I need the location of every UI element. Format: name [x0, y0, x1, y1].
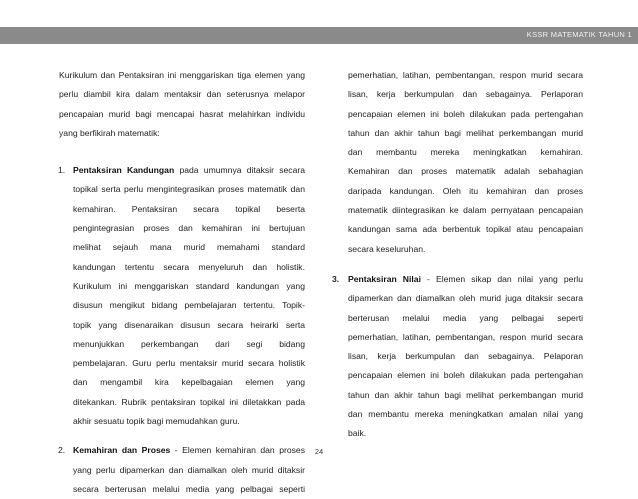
text-line: dan membantu mereka meningkatkan amalan nilai yang	[348, 409, 583, 420]
list-item-1	[59, 161, 305, 431]
text-line: yang perlu dipamerkan dan diamalkan oleh murid ditaksir	[73, 464, 305, 475]
text-line: topik yang disenaraikan disusun secara heirarki serta	[73, 319, 305, 330]
list-number: 3.	[332, 273, 340, 284]
text-fragment: pada umumnya ditaksir secara	[174, 165, 305, 176]
text-line: tahun dan akhir tahun bagi melihat perkembangan murid	[348, 389, 583, 400]
text-line: daripada kandungan. Oleh itu kemahiran dan proses	[348, 185, 583, 196]
text-line: dan membantu mereka meningkatkan kemahiran.	[348, 147, 583, 158]
text-fragment: - Elemen sikap dan nilai yang perlu	[420, 273, 583, 284]
text-line: perlu diambil kira dalam mentaksir dan seterusnya melapor	[59, 89, 305, 100]
text-line: menunjukkan perkembangan dari segi bidang	[73, 338, 305, 349]
list-item-3	[333, 270, 583, 444]
left-column	[59, 66, 305, 499]
header-title: KSSR MATEMATIK TAHUN 1	[526, 30, 632, 39]
text-line: pencapaian elemen ini boleh dilakukan pada pertengahan	[348, 370, 583, 381]
text-line: pengintegrasian proses dan kemahiran ini bertujuan	[73, 223, 305, 234]
continuation-paragraph	[348, 66, 583, 259]
text-fragment: - Elemen kemahiran dan proses	[170, 445, 305, 456]
text-line: pencapaian murid bagi mencapai hasrat melahirkan individu	[59, 108, 305, 119]
text-line: Kurikulum ini menggariskan standard kandungan yang	[73, 280, 305, 291]
item-title: Kemahiran dan Proses	[73, 445, 171, 456]
text-line: secara keseluruhan.	[348, 243, 426, 254]
text-line: tahun dan akhir tahun bagi melihat perkembangan murid	[348, 127, 583, 138]
text-line: lisan, kerja berkumpulan dan sebagainya. Pelaporan	[348, 351, 583, 362]
list-number: 2.	[58, 445, 66, 456]
text-line: dipamerkan dan diamalkan oleh murid juga ditaksir secara	[348, 293, 583, 304]
intro-paragraph	[59, 66, 305, 143]
text-line: yang berfikirah matematik:	[59, 127, 160, 138]
text-line: matematik diintegrasikan ke dalam pernyataan pencapaian	[348, 205, 583, 216]
text-line: secara berterusan melalui media yang pelbagai seperti	[73, 483, 305, 494]
item-title: Pentaksiran Kandungan	[73, 165, 175, 176]
text-line: baik.	[348, 428, 367, 439]
page-number: 24	[314, 447, 324, 456]
text-line: lisan, kerja berkumpulan dan sebagainya. Perlaporan	[348, 89, 583, 100]
text-line	[73, 161, 305, 180]
text-line	[348, 270, 583, 289]
right-column	[333, 66, 583, 444]
text-line: Kurikulum dan Pentaksiran ini menggariskan tiga elemen yang	[59, 70, 305, 80]
text-line: disusun mengikut bidang pembelajaran tertentu. Topik-	[73, 300, 305, 311]
text-line: pemerhatian, latihan, pembentangan, respon murid secara	[348, 331, 583, 342]
text-line: melihat sejauh mana murid memahami standard	[73, 242, 305, 253]
text-line: dan mengambil kira kepelbagaian elemen yang	[73, 377, 305, 388]
text-line: berterusan melalui media yang pelbagai seperti	[348, 312, 583, 323]
header-bar	[0, 27, 638, 44]
item-title: Pentaksiran Nilai	[348, 273, 421, 284]
text-line: pemerhatian, latihan, pembentangan, respon murid secara	[348, 70, 583, 80]
text-line: kandungan sama ada berbentuk topikal atau pencapaian	[348, 224, 583, 235]
text-line: akhir sesuatu topik bagi memudahkan guru.	[73, 416, 240, 427]
text-line: pencapaian elemen ini boleh dilakukan pada pertengahan	[348, 108, 583, 119]
text-line: ditekankan. Rubrik pentaksiran topikal ini diletakkan pada	[73, 396, 305, 407]
text-line: Kemahiran dan proses matematik adalah sebahagian	[348, 166, 583, 177]
text-line: pembelajaran. Guru perlu mentaksir murid secara holistik	[73, 358, 305, 369]
text-line: topikal serta perlu mengintegrasikan proses matematik dan	[73, 184, 305, 195]
text-line: kandungan tertentu secara menyeluruh dan holistik.	[73, 261, 305, 272]
list-number: 1.	[58, 165, 66, 176]
text-line: kemahiran. Pentaksiran secara topikal beserta	[73, 203, 305, 214]
